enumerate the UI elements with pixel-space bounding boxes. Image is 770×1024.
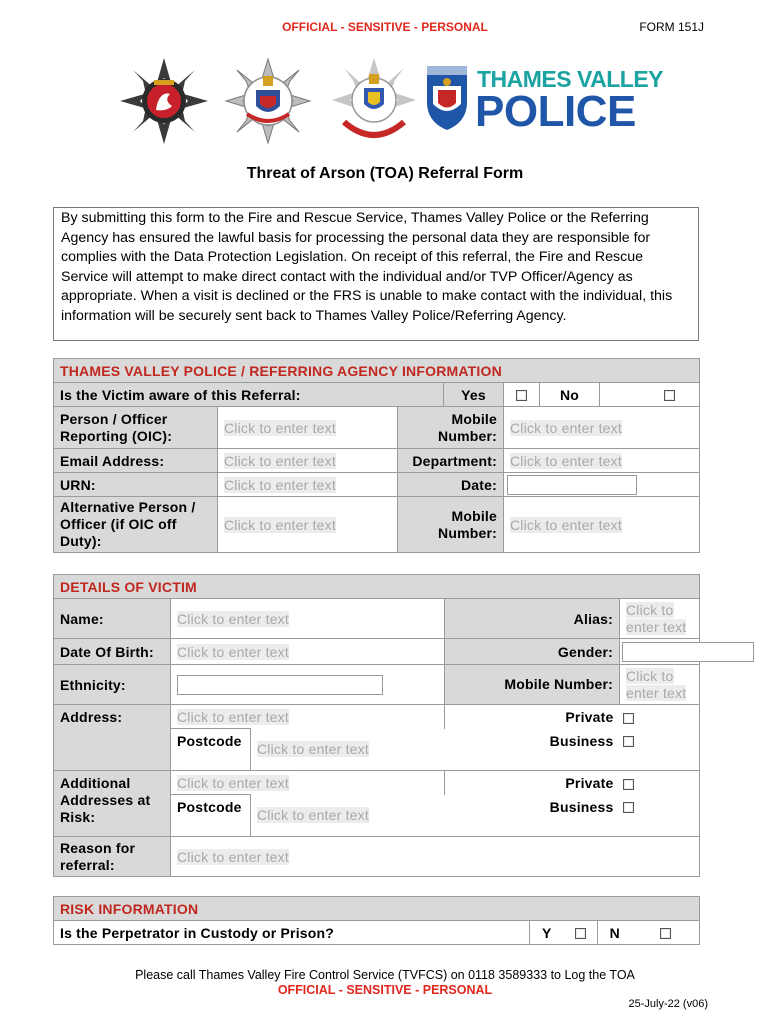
classification-header: OFFICIAL - SENSITIVE - PERSONAL — [282, 20, 488, 34]
alt-person-field[interactable]: Click to enter text — [218, 497, 398, 553]
oic-mobile-field[interactable]: Click to enter text — [504, 407, 700, 449]
gender-label: Gender: — [445, 639, 620, 665]
ethnicity-label: Ethnicity: — [54, 665, 171, 705]
additional-business-label: Business — [445, 795, 620, 837]
dob-label: Date Of Birth: — [54, 639, 171, 665]
victim-mobile-field[interactable]: Click to enter text — [620, 665, 700, 705]
address-private-label: Private — [445, 705, 620, 729]
victim-section-heading: DETAILS OF VICTIM — [54, 575, 700, 599]
additional-private-label: Private — [445, 771, 620, 795]
additional-addresses-label: Additional Addresses at Risk: — [54, 771, 171, 837]
alias-field[interactable]: Click to enter text — [620, 599, 700, 639]
fire-badge-3-logo — [328, 56, 420, 146]
victim-aware-yes-cell — [444, 383, 504, 407]
footer-classification: OFFICIAL - SENSITIVE - PERSONAL — [277, 983, 493, 997]
police-section-heading: THAMES VALLEY POLICE / REFERRING AGENCY INFORMATION — [54, 359, 700, 383]
victim-aware-yes-checkbox-cell — [504, 383, 540, 407]
alias-label: Alias: — [445, 599, 620, 639]
custody-y-label: Y — [530, 921, 564, 945]
custody-n-label: N — [598, 921, 632, 945]
department-field[interactable]: Click to enter text — [504, 449, 700, 473]
police-info-table — [53, 358, 700, 553]
email-label: Email Address: — [54, 449, 218, 473]
custody-y-checkbox[interactable] — [575, 928, 586, 939]
additional-postcode-field[interactable]: Click to enter text — [251, 795, 445, 837]
alt-person-label: Alternative Person / Officer (if OIC off Duty): — [54, 497, 218, 553]
victim-aware-no-cell — [540, 383, 600, 407]
additional-business-checkbox-cell — [620, 795, 700, 837]
page-title: Threat of Arson (TOA) Referral Form — [246, 165, 524, 182]
form-number: FORM 151J — [639, 20, 704, 34]
thames-valley-police-logo — [424, 56, 664, 138]
additional-private-checkbox[interactable] — [623, 779, 634, 790]
gender-dropdown[interactable] — [622, 642, 754, 662]
yes-label: Yes — [461, 386, 486, 403]
date-label: Date: — [398, 473, 504, 497]
oic-mobile-label: Mobile Number: — [398, 407, 504, 449]
person-officer-label: Person / Officer Reporting (OIC): — [54, 407, 218, 449]
urn-label: URN: — [54, 473, 218, 497]
address-postcode-label: Postcode — [171, 729, 251, 771]
reason-field[interactable]: Click to enter text — [171, 837, 700, 877]
custody-n-checkbox-cell — [632, 921, 700, 945]
address-field[interactable]: Click to enter text — [171, 705, 445, 729]
additional-postcode-label: Postcode — [171, 795, 251, 837]
victim-details-table — [53, 574, 700, 877]
date-field-cell — [504, 473, 700, 497]
person-officer-field[interactable]: Click to enter text — [218, 407, 398, 449]
gender-field-cell — [620, 639, 700, 665]
ethnicity-field-cell — [171, 665, 445, 705]
additional-private-checkbox-cell — [620, 771, 700, 795]
fire-badge-1-logo — [118, 56, 210, 146]
department-label: Department: — [398, 449, 504, 473]
address-business-checkbox[interactable] — [623, 736, 634, 747]
police-logo-line2: POLICE — [475, 87, 636, 136]
risk-info-table — [53, 896, 700, 945]
address-business-label: Business — [445, 729, 620, 771]
victim-aware-yes-checkbox[interactable] — [516, 390, 527, 401]
victim-aware-label: Is the Victim aware of this Referral: — [54, 383, 444, 407]
address-label: Address: — [54, 705, 171, 771]
ethnicity-dropdown[interactable] — [177, 675, 383, 695]
custody-y-checkbox-cell — [564, 921, 598, 945]
logo-strip — [118, 56, 664, 146]
alt-mobile-label: Mobile Number: — [398, 497, 504, 553]
custody-n-checkbox[interactable] — [660, 928, 671, 939]
date-picker-field[interactable] — [507, 475, 637, 495]
victim-mobile-label: Mobile Number: — [445, 665, 620, 705]
intro-paragraph: By submitting this form to the Fire and Rescue Service, Thames Valley Police or the Referring Agency has ensured the lawful basis for processing the personal data they are responsible for complies with the Data Protection Legislation. On receipt of this referral, the Fire and Rescue Service will attempt to make direct contact with the individual and/or TVP Officer/Agency as appropriate. When a visit is declined or the FRS is unable to make contact with the individual, this information will be securely sent back to Thames Valley Police/Referring Agency. — [53, 207, 699, 341]
risk-section-heading: RISK INFORMATION — [54, 897, 700, 921]
address-private-checkbox-cell — [620, 705, 700, 729]
police-logo-line1: THAMES VALLEY — [477, 66, 664, 92]
name-label: Name: — [54, 599, 171, 639]
police-crest-icon — [424, 62, 470, 132]
address-business-checkbox-cell — [620, 729, 700, 771]
alt-mobile-field[interactable]: Click to enter text — [504, 497, 700, 553]
victim-aware-no-checkbox-cell — [600, 383, 700, 407]
dob-field[interactable]: Click to enter text — [171, 639, 445, 665]
urn-field[interactable]: Click to enter text — [218, 473, 398, 497]
additional-address-field[interactable]: Click to enter text — [171, 771, 445, 795]
fire-badge-2-logo — [223, 56, 313, 146]
address-private-checkbox[interactable] — [623, 713, 634, 724]
footer-version: 25-July-22 (v06) — [628, 998, 708, 1010]
email-field[interactable]: Click to enter text — [218, 449, 398, 473]
name-field[interactable]: Click to enter text — [171, 599, 445, 639]
reason-label: Reason for referral: — [54, 837, 171, 877]
victim-aware-no-checkbox[interactable] — [664, 390, 675, 401]
no-label: No — [559, 386, 580, 403]
additional-business-checkbox[interactable] — [623, 802, 634, 813]
address-postcode-field[interactable]: Click to enter text — [251, 729, 445, 771]
footer-call-text: Please call Thames Valley Fire Control Service (TVFCS) on 0118 3589333 to Log the TOA — [135, 968, 635, 982]
custody-question-label: Is the Perpetrator in Custody or Prison? — [54, 921, 530, 945]
